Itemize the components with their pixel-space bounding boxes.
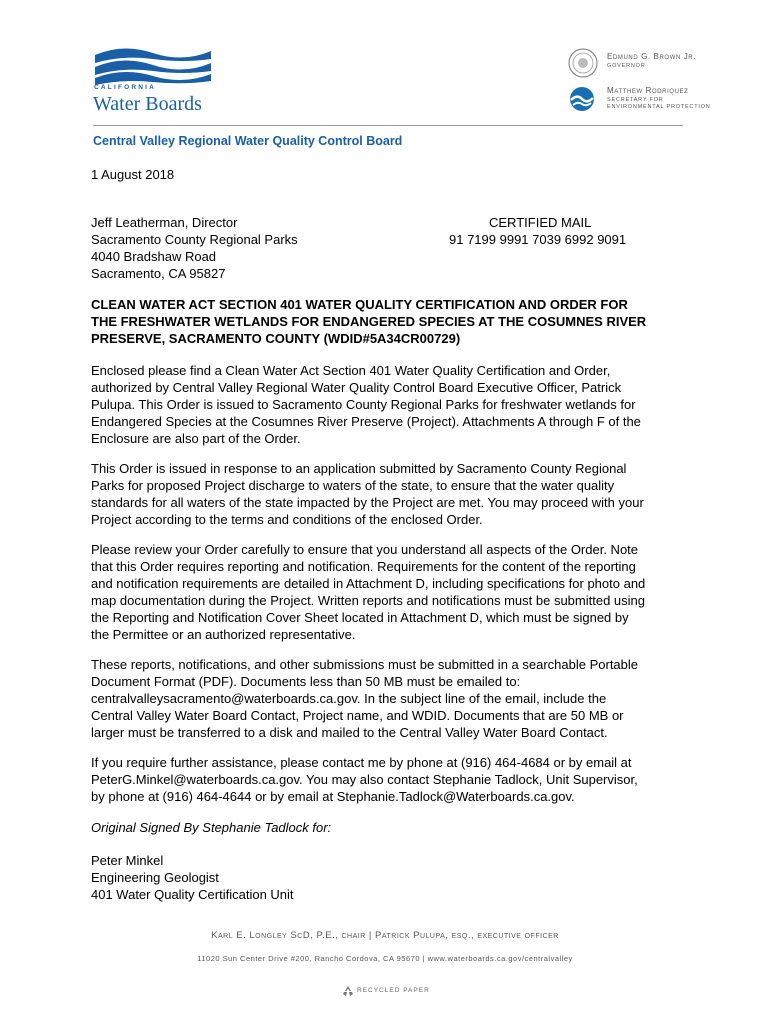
recipient-line: Sacramento County Regional Parks [91, 232, 298, 247]
body-paragraph-2 [91, 460, 691, 528]
water-boards-logo [93, 45, 213, 117]
paragraph-line: Enclosed please find a Clean Water Act Section 401 Water Quality Certification and Order, [91, 363, 611, 378]
footer-officers: Karl E. Longley ScD, P.E., chair | Patrick Pulupa, esq., executive officer [211, 930, 559, 941]
paragraph-line: Please review your Order carefully to ensure that you understand all aspects of the Order. Note [91, 542, 639, 557]
governor-title: GOVERNOR [607, 63, 646, 69]
email-address[interactable]: centralvalleysacramento@waterboards.ca.gov. In the subject line of the email, include the [91, 691, 607, 706]
body-paragraph-5 [91, 754, 691, 805]
logo-state-label: CALIFORNIA [94, 84, 157, 91]
paragraph-line: by phone at (916) 464-4644 or by email at Stephanie.Tadlock@Waterboards.ca.gov. [91, 789, 575, 804]
subject-line-text: THE FRESHWATER WETLANDS FOR ENDANGERED SPECIES AT THE COSUMNES RIVER [91, 314, 647, 329]
paragraph-line: Enclosure are also part of the Order. [91, 431, 301, 446]
recipient-line: Sacramento, CA 95827 [91, 266, 226, 281]
secretary-title-line-1: SECRETARY FOR [607, 97, 664, 103]
board-name: Central Valley Regional Water Quality Control Board [93, 134, 403, 148]
paragraph-line: Document Format (PDF). Documents less than 50 MB must be emailed to: [91, 674, 521, 689]
secretary-title-line-2: ENVIRONMENTAL PROTECTION [607, 104, 711, 110]
paragraph-line: Pulupa. This Order is issued to Sacramento County Regional Parks for freshwater wetlands for [91, 397, 636, 412]
paragraph-line: authorized by Central Valley Regional Water Quality Control Board Executive Officer, Patrick [91, 380, 622, 395]
signer-unit: 401 Water Quality Certification Unit [91, 887, 294, 902]
body-paragraph-1 [91, 362, 691, 447]
water-waves-icon [93, 45, 213, 85]
calepa-logo-icon [568, 86, 596, 112]
mail-type: CERTIFIED MAIL [489, 215, 592, 230]
signer-name: Peter Minkel [91, 853, 164, 868]
paragraph-line: If you require further assistance, please contact me by phone at (916) 464-4684 or by email at [91, 755, 632, 770]
body-paragraph-4 [91, 656, 691, 741]
subject-line-text: CLEAN WATER ACT SECTION 401 WATER QUALITY CERTIFICATION AND ORDER FOR [91, 297, 628, 312]
paragraph-line: PeterG.Minkel@waterboards.ca.gov. You may also contact Stephanie Tadlock, Unit Supervisor, [91, 772, 638, 787]
paragraph-line: and notification requirements are detailed in Attachment D, including specifications for photo and [91, 576, 646, 591]
paragraph-line: larger must be transferred to a disk and mailed to the Central Valley Water Board Contact. [91, 725, 608, 740]
recipient-line: Jeff Leatherman, Director [91, 215, 238, 230]
paragraph-line: Endangered Species at the Cosumnes River Preserve (Project). Attachments A through F of the [91, 414, 641, 429]
recycled-paper-label: RECYCLED PAPER [357, 987, 430, 994]
subject-line-text: PRESERVE, SACRAMENTO COUNTY (WDID#5A34CR00729) [91, 331, 461, 346]
paragraph-line: the Reporting and Notification Cover Sheet located in Attachment D, which must be signed by [91, 610, 629, 625]
paragraph-line: the Permittee or an authorized representative. [91, 627, 356, 642]
state-seal-icon [568, 48, 598, 78]
governor-name: Edmund G. Brown Jr. [607, 52, 697, 61]
paragraph-line: Project according to the terms and conditions of the enclosed Order. [91, 512, 483, 527]
signer-title: Engineering Geologist [91, 870, 219, 885]
paragraph-line: These reports, notifications, and other submissions must be submitted in a searchable Portable [91, 657, 639, 672]
recipient-line: 4040 Bradshaw Road [91, 249, 217, 264]
paragraph-line: This Order is issued in response to an application submitted by Sacramento County Regional [91, 461, 627, 476]
paragraph-line: Central Valley Water Board Contact, Project name, and WDID. Documents that are 50 MB or [91, 708, 624, 723]
header-divider [93, 125, 683, 126]
paragraph-line: standards for all waters of the state impacted by the Project are met. You may proceed with your [91, 495, 644, 510]
paragraph-line: that this Order requires reporting and notification. Requirements for the content of the reporting [91, 559, 636, 574]
logo-wordmark: Water Boards [93, 93, 202, 115]
signature-block [91, 852, 691, 903]
body-paragraph-3 [91, 541, 691, 643]
secretary-name: Matthew Rodriquez [607, 86, 689, 95]
recycle-icon [342, 985, 354, 997]
subject-line [91, 296, 691, 347]
mail-tracking-number: 91 7199 9991 7039 6992 9091 [449, 232, 627, 247]
paragraph-line: map documentation during the Project. Written reports and notifications must be submitted using [91, 593, 645, 608]
footer-address: 11020 Sun Center Drive #200, Rancho Cordova, CA 95670 | www.waterboards.ca.gov/centralvalley [197, 954, 573, 963]
paragraph-line: Parks for proposed Project discharge to waters of the state, to ensure that the water quality [91, 478, 615, 493]
letter-date: 1 August 2018 [91, 167, 175, 182]
signed-by-note: Original Signed By Stephanie Tadlock for: [91, 820, 332, 835]
